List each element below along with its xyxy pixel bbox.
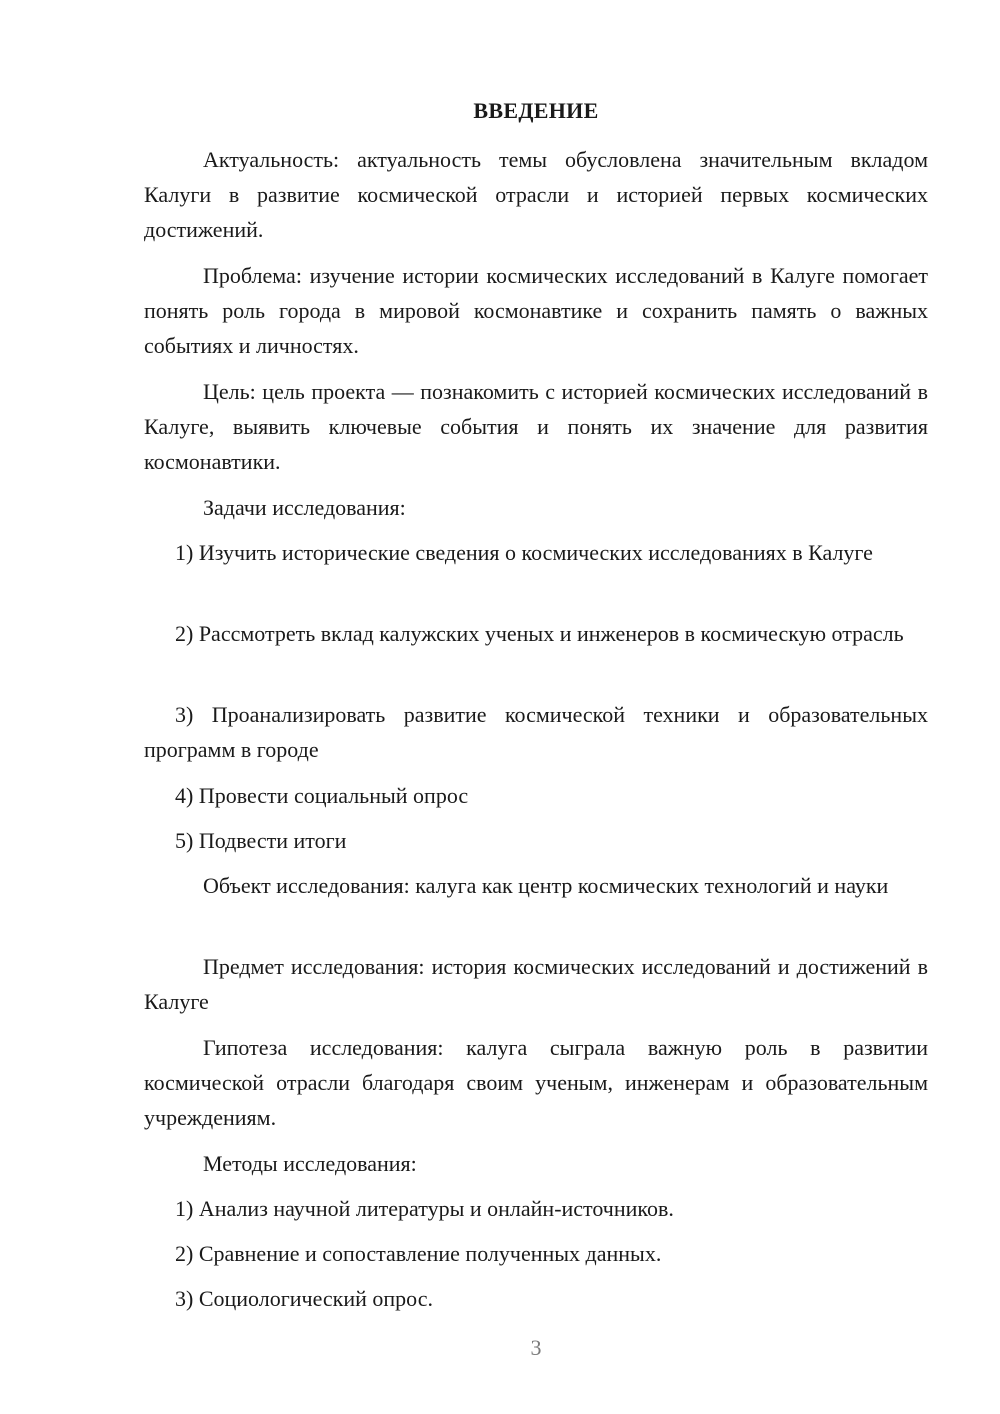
hypothesis-paragraph: Гипотеза исследования: калуга сыграла важную роль в развитии космической отрасли благодаря своим ученым, инженерам и образовательным учреждениям.: [144, 1035, 928, 1130]
subject-paragraph: Предмет исследования: история космических исследований и достижений в Калуге: [144, 954, 928, 1014]
task-item-4: 4) Провести социальный опрос: [175, 783, 469, 808]
problem-paragraph: Проблема: изучение истории космических исследований в Калуге помогает понять роль города в мировой космонавтике и сохранить память о важных событиях и личностях.: [144, 263, 928, 358]
methods-title: Методы исследования:: [203, 1151, 417, 1176]
task-item-5: 5) Подвести итоги: [175, 828, 347, 853]
task-item-1: 1) Изучить исторические сведения о космических исследованиях в Калуге: [175, 540, 873, 565]
section-heading: ВВЕДЕНИЕ: [473, 98, 599, 123]
page-number: 3: [530, 1335, 542, 1360]
object-paragraph: Объект исследования: калуга как центр космических технологий и науки: [203, 873, 889, 898]
relevance-paragraph: Актуальность: актуальность темы обусловлена значительным вкладом Калуги в развитие космической отрасли и историей первых космических достижений.: [144, 147, 928, 242]
method-item-1: 1) Анализ научной литературы и онлайн-источников.: [175, 1196, 674, 1221]
goal-paragraph: Цель: цель проекта — познакомить с историей космических исследований в Калуге, выявить ключевые события и понять их значение для развития космонавтики.: [144, 379, 928, 474]
document-page: [144, 0, 928, 1414]
method-item-2: 2) Сравнение и сопоставление полученных данных.: [175, 1241, 662, 1266]
task-item-2: 2) Рассмотреть вклад калужских ученых и инженеров в космическую отрасль: [175, 621, 904, 646]
task-item-3: 3) Проанализировать развитие космической техники и образовательных программ в городе: [144, 702, 928, 762]
method-item-3: 3) Социологический опрос.: [175, 1286, 433, 1311]
tasks-title: Задачи исследования:: [203, 495, 406, 520]
